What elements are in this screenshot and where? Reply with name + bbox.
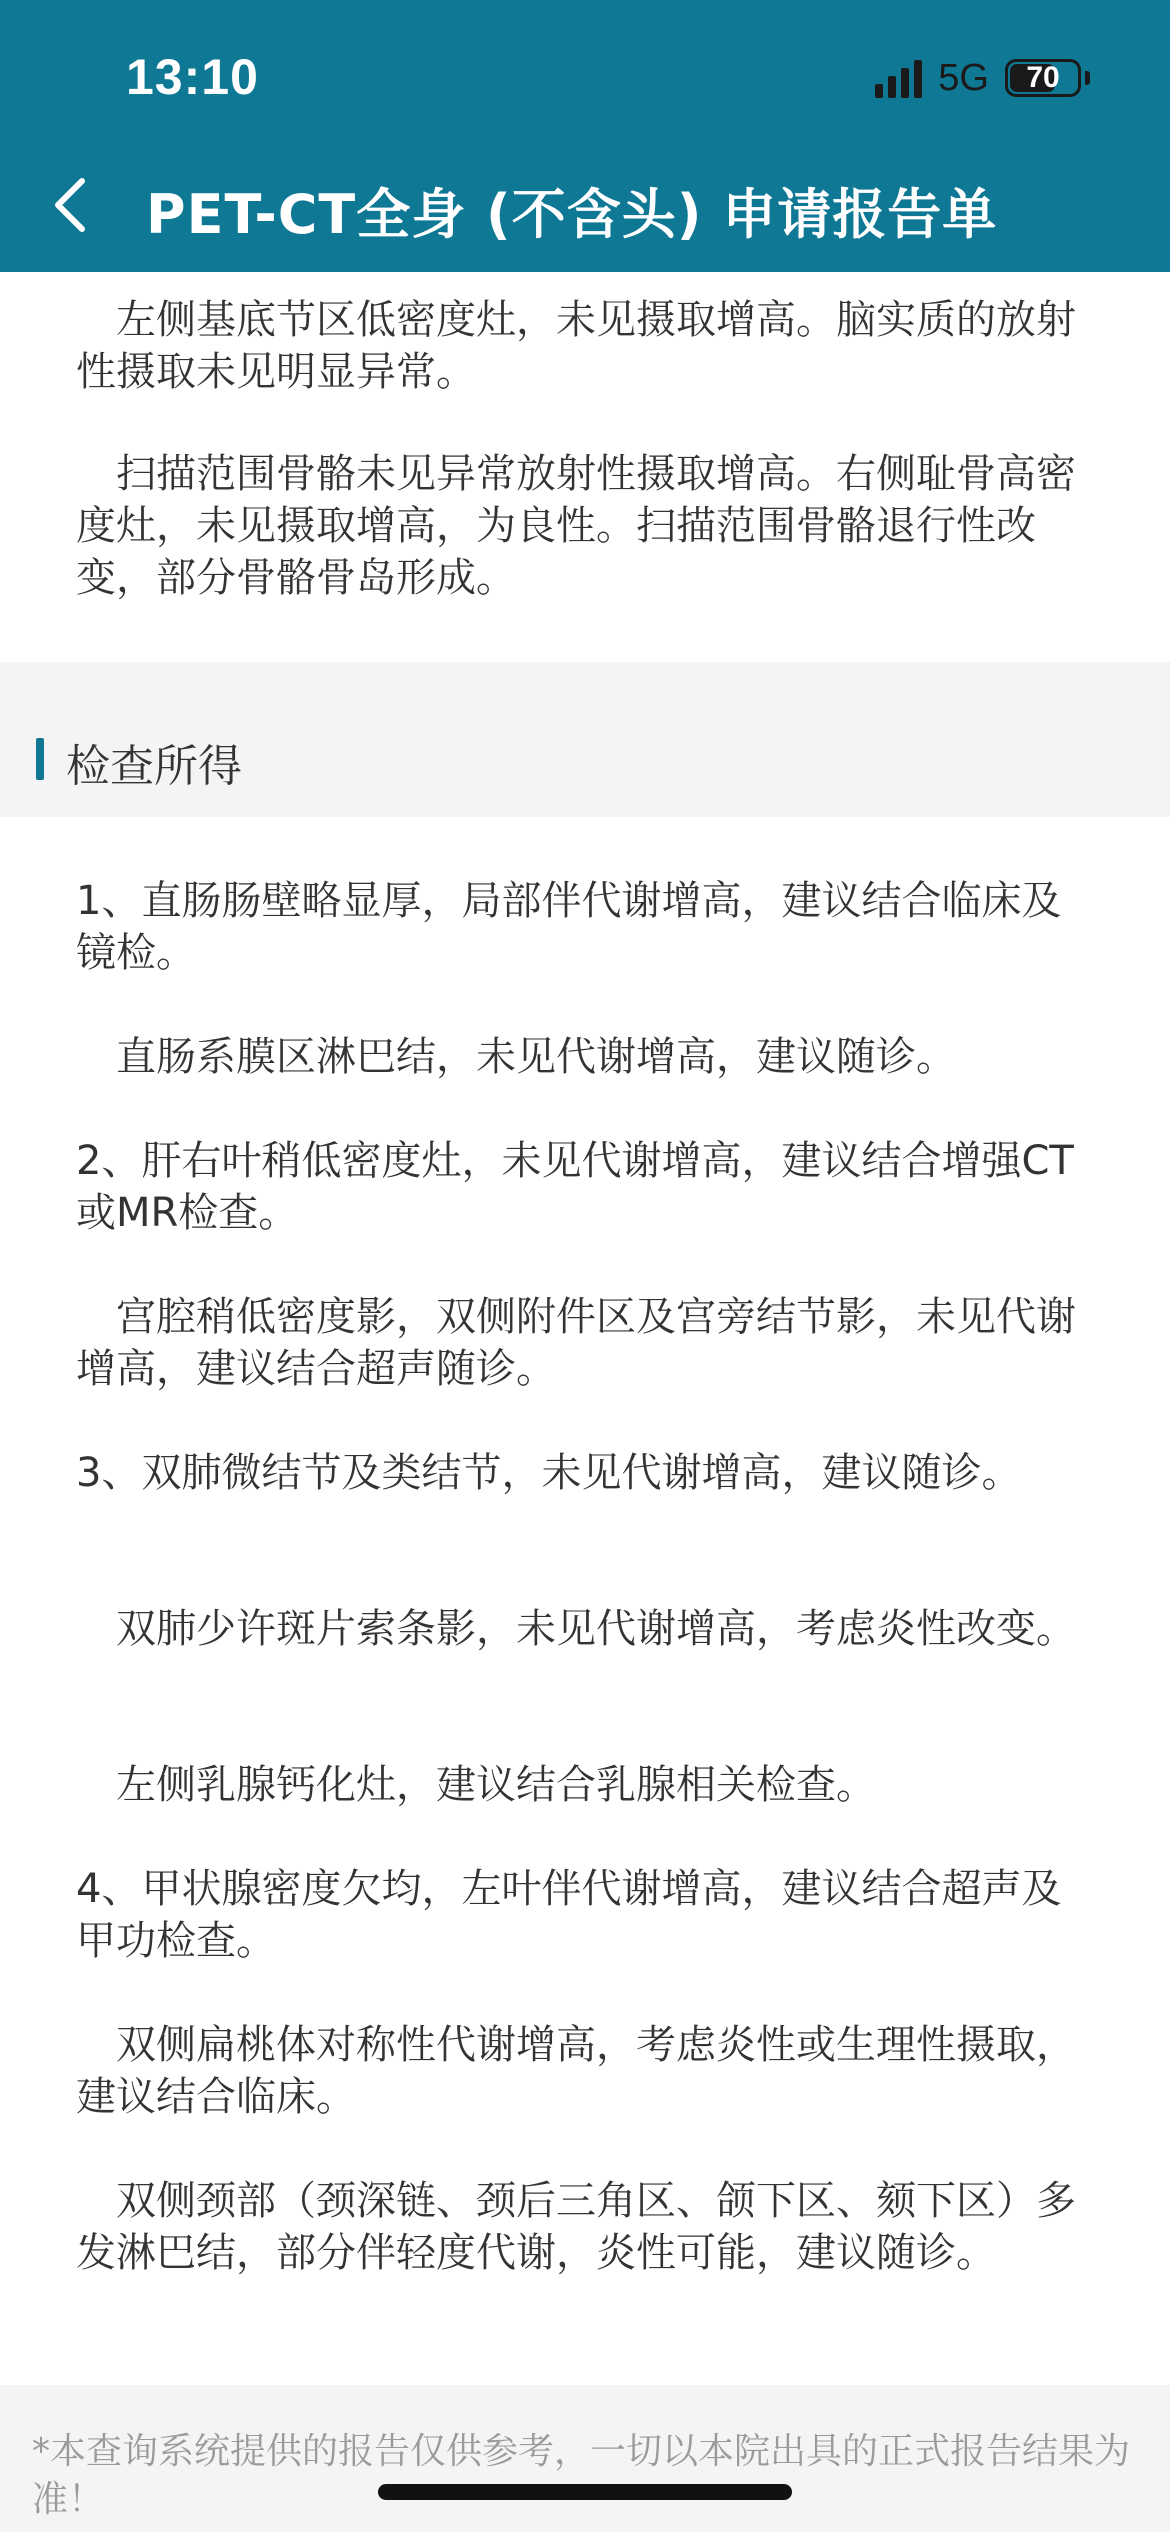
battery-cap	[1085, 71, 1090, 85]
back-button[interactable]	[40, 165, 100, 245]
finding-item: 4、甲状腺密度欠均，左叶伴代谢增高，建议结合超声及甲功检查。	[76, 1866, 1062, 1964]
status-time: 13:10	[126, 49, 259, 105]
report-paragraph: 扫描范围骨骼未见异常放射性摄取增高。右侧耻骨高密度灶，未见摄取增高，为良性。扫描范围骨骼退行性改变，部分骨骼骨岛形成。	[76, 451, 1076, 601]
finding-item: 双侧扁桃体对称性代谢增高，考虑炎性或生理性摄取，建议结合临床。	[76, 2022, 1076, 2120]
battery-icon	[1005, 59, 1081, 97]
section-title: 检查所得	[66, 741, 242, 792]
status-indicators	[875, 50, 1090, 106]
section-accent-bar	[36, 738, 44, 780]
home-indicator[interactable]	[378, 2484, 792, 2500]
report-paragraph: 左侧基底节区低密度灶，未见摄取增高。脑实质的放射性摄取未见明显异常。	[76, 297, 1076, 395]
finding-item: 1、直肠肠壁略显厚，局部伴代谢增高，建议结合临床及镜检。	[76, 878, 1062, 976]
finding-item: 左侧乳腺钙化灶，建议结合乳腺相关检查。	[116, 1762, 876, 1808]
report-text-section	[0, 272, 1170, 662]
battery-level: 70	[1026, 61, 1060, 94]
finding-item: 2、肝右叶稍低密度灶，未见代谢增高，建议结合增强CT或MR检查。	[76, 1138, 1074, 1236]
finding-item: 直肠系膜区淋巴结，未见代谢增高，建议随诊。	[116, 1034, 956, 1080]
findings-section	[0, 817, 1170, 2385]
disclaimer-text: *本查询系统提供的报告仅供参考，一切以本院出具的正式报告结果为准！	[32, 2431, 1131, 2520]
finding-item: 宫腔稍低密度影，双侧附件区及宫旁结节影，未见代谢增高，建议结合超声随诊。	[76, 1294, 1076, 1392]
network-type: 5G	[938, 56, 989, 99]
finding-item: 双侧颈部（颈深链、颈后三角区、颌下区、颏下区）多发淋巴结，部分伴轻度代谢，炎性可能，建议随诊。	[76, 2178, 1076, 2276]
finding-item: 3、双肺微结节及类结节，未见代谢增高，建议随诊。	[76, 1450, 1022, 1496]
app-header	[0, 0, 1170, 272]
chevron-left-icon	[50, 175, 90, 235]
finding-item: 双肺少许斑片索条影，未见代谢增高，考虑炎性改变。	[116, 1606, 1076, 1652]
page-title: PET-CT全身 (不含头) 申请报告单	[146, 183, 998, 246]
signal-icon	[875, 58, 922, 98]
